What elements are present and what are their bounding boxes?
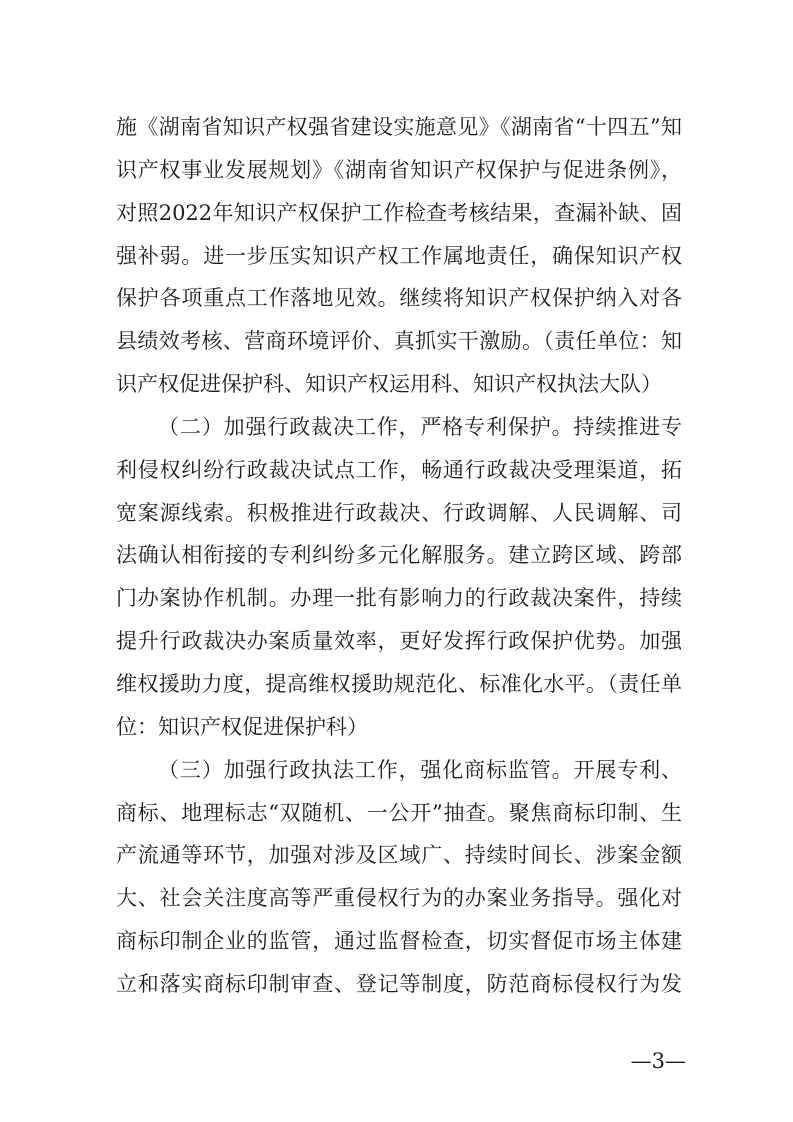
section-heading-line: （二）加强行政裁决工作，严格专利保护。持续推进专 [158,414,682,439]
text-line: 位：知识产权促进保护科） [116,714,368,739]
text-line: 识产权事业发展规划》《湖南省知识产权保护与促进条例》， [116,157,682,182]
document-body [116,106,682,1006]
text-line: 对照2022年知识产权保护工作检查考核结果，查漏补缺、固 [116,200,682,225]
text-line: 施《湖南省知识产权强省建设实施意见》《湖南省“十四五”知 [116,115,682,139]
text-line: 县绩效考核、营商环境评价、真抓实干激励。（责任单位：知 [116,329,682,354]
text-line: 识产权促进保护科、知识产权运用科、知识产权执法大队） [116,372,662,397]
section-heading-line: （三）加强行政执法工作，强化商标监管。开展专利、 [158,757,682,782]
text-line: 大、社会关注度高等严重侵权行为的办案业务指导。强化对 [116,886,682,911]
text-line: 商标、地理标志“双随机、一公开”抽查。聚焦商标印制、生 [116,800,682,825]
text-line: 利侵权纠纷行政裁决试点工作，畅通行政裁决受理渠道，拓 [116,457,682,482]
text-line: 产流通等环节，加强对涉及区域广、持续时间长、涉案金额 [116,843,682,868]
page-number: —3— [630,1049,686,1073]
text-line: 宽案源线索。积极推进行政裁决、行政调解、人民调解、司 [116,500,682,525]
text-line: 门办案协作机制。办理一批有影响力的行政裁决案件，持续 [116,586,682,611]
text-line: 提升行政裁决办案质量效率，更好发挥行政保护优势。加强 [116,629,682,654]
text-line: 法确认相衔接的专利纠纷多元化解服务。建立跨区域、跨部 [116,543,682,568]
text-line: 强补弱。进一步压实知识产权工作属地责任，确保知识产权 [116,243,682,268]
text-line: 立和落实商标印制审查、登记等制度，防范商标侵权行为发 [116,971,682,996]
text-line: 商标印制企业的监管，通过监督检查，切实督促市场主体建 [116,929,682,954]
text-line: 保护各项重点工作落地见效。继续将知识产权保护纳入对各 [116,286,682,311]
text-line: 维权援助力度，提高维权援助规范化、标准化水平。（责任单 [116,671,682,696]
